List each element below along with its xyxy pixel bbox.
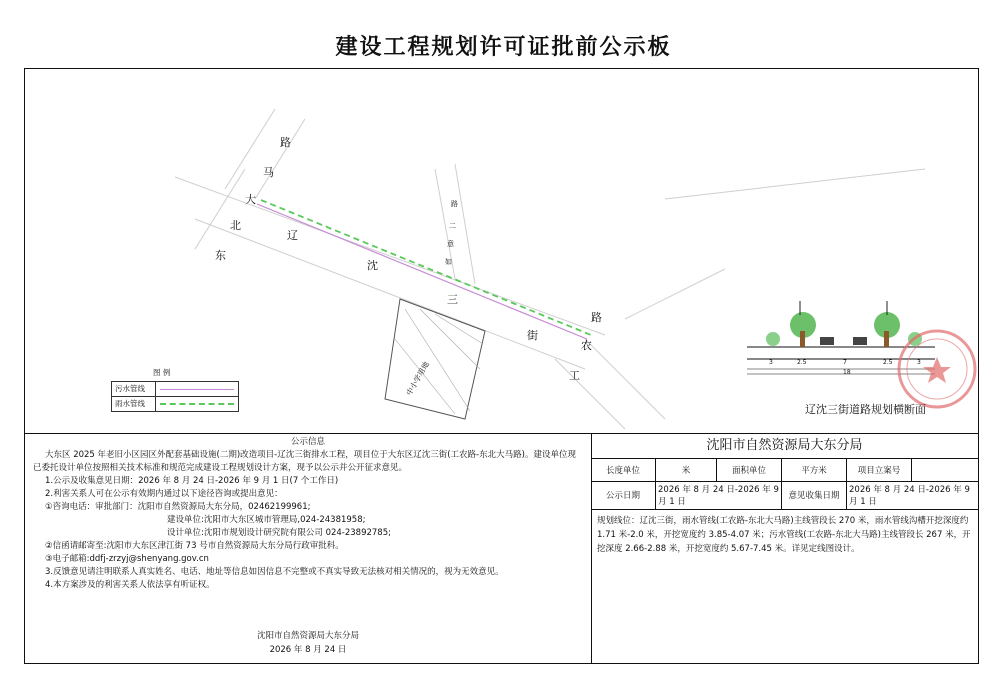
area-unit-value: 平方米 [782,459,847,481]
contact-mail: ②信函请邮寄至:沈阳市大东区津江街 73 号市自然资源局大东分局行政审批科。 [45,541,344,551]
contact-phone: ①咨询电话：审批部门：沈阳市自然资源局大东分局，02462199961; [45,502,311,512]
road-label-dongbei-1: 路 [280,136,291,149]
road-label-liao-1: 辽 [287,229,298,242]
collect-date-value: 2026 年 8 月 24 日-2026 年 9 月 1 日 [847,481,979,509]
sign-org: 沈阳市自然资源局大东分局 [256,631,359,641]
notice-item-4: 4.本方案涉及的利害关系人依法享有听证权。 [45,580,215,590]
notice-body [25,449,591,592]
road-label-ruyi-4: 路 [451,200,458,208]
project-number-label: 项目立案号 [847,459,912,481]
section-dim-5: 3 [917,359,921,366]
section-dim-4: 2.5 [883,359,893,366]
length-unit-label: 长度单位 [591,459,656,481]
plan-description: 规划线位：辽沈三街，雨水管线(工农路-东北大马路)主线管段长 270 米，雨水管线沟槽开挖深度约 1.71 米-2.0 米，开挖宽度约 3.85-4.07 米；污水管线(工农路-东北大马路)主线管段长 267 米，开挖深度 2.66-2.88 米，开挖宽度约 5.67-7.45 米。详见定线图设计。 [597,515,971,554]
collect-date-label: 意见收集日期 [782,481,847,509]
legend-label-sewage: 污水管线 [112,382,156,396]
site-plan-drawing [25,69,978,433]
section-dim-2: 2.5 [797,359,807,366]
approval-header: 沈阳市自然资源局大东分局 [591,434,978,459]
road-label-ruyi-1: 如 [445,258,452,266]
section-dim-1: 3 [769,359,773,366]
approval-panel [591,434,978,664]
road-label-gong-1: 工 [569,369,580,382]
contact-designer: 设计单位:沈阳市规划设计研究院有限公司 024-23892785; [167,528,391,538]
legend-row-sewage [112,382,238,397]
sign-date: 2026 年 8 月 24 日 [269,645,347,655]
legend-swatch-sewage [160,389,234,390]
section-dim-3: 7 [843,359,847,366]
area-unit-label: 面积单位 [717,459,782,481]
project-number-value [912,459,979,481]
site-map [25,69,978,433]
road-label-dongbei-5: 东 [215,249,226,262]
publicity-date-value: 2026 年 8 月 24 日-2026 年 9 月 1 日 [656,481,782,509]
legend-row-rain [112,397,238,411]
road-label-dongbei-3: 大 [245,193,256,206]
sewage-pipe-line [257,204,587,339]
notice-title: 公示信息 [290,437,325,447]
info-section [25,433,978,664]
notice-item-2: 2.利害关系人可在公示有效期内通过以下途径咨询或提出意见： [45,489,283,499]
legend [111,381,239,412]
school-label: 中小学用地 [404,360,432,397]
cross-section-drawing [747,301,935,374]
section-title: 辽沈三街道路规划横断面 [805,403,926,416]
board-title: 建设工程规划许可证批前公示板 [335,34,672,60]
road-label-gong-2: 农 [581,339,592,352]
road-label-ruyi-3: 二 [449,222,456,230]
road-label-liao-2: 沈 [367,259,378,272]
notice-board [24,68,979,664]
road-label-liao-4: 街 [527,329,538,342]
road-label-dongbei-4: 北 [230,219,241,232]
notice-intro: 大东区 2025 年老旧小区园区外配套基础设施(二期)改造项目-辽沈三街排水工程，项目位于大东区辽沈三街(工农路-东北大马路)。建设单位现已委托设计单位按照相关技术标准和规范完成建设工程规划设计方案，现予以公示并公开征求意见。 [33,450,576,473]
road-label-dongbei-2: 马 [263,166,274,179]
contact-builder: 建设单位:沈阳市大东区城市管理局,024-24381958; [167,515,366,525]
section-total: 18 [843,369,851,376]
contact-email: ③电子邮箱:ddfj-zrzyj@shenyang.gov.cn [45,554,209,564]
publicity-date-label: 公示日期 [591,481,656,509]
notice-item-1: 1.公示及收集意见日期：2026 年 8 月 24 日-2026 年 9 月 1 日(7 个工作日) [45,476,339,486]
length-unit-value: 米 [656,459,717,481]
road-label-liao-3: 三 [447,293,458,306]
legend-title: 图 例 [153,368,171,377]
legend-swatch-rain [160,403,234,405]
road-label-ruyi-2: 意 [447,240,454,248]
road-label-gong-3: 路 [591,311,602,324]
notice-panel [25,434,592,664]
legend-label-rain: 雨水管线 [112,397,156,411]
notice-item-3: 3.反馈意见请注明联系人真实姓名、电话、地址等信息如因信息不完整或不真实导致无法核对相关情况的，视为无效意见。 [45,567,504,577]
approval-table [591,459,978,510]
